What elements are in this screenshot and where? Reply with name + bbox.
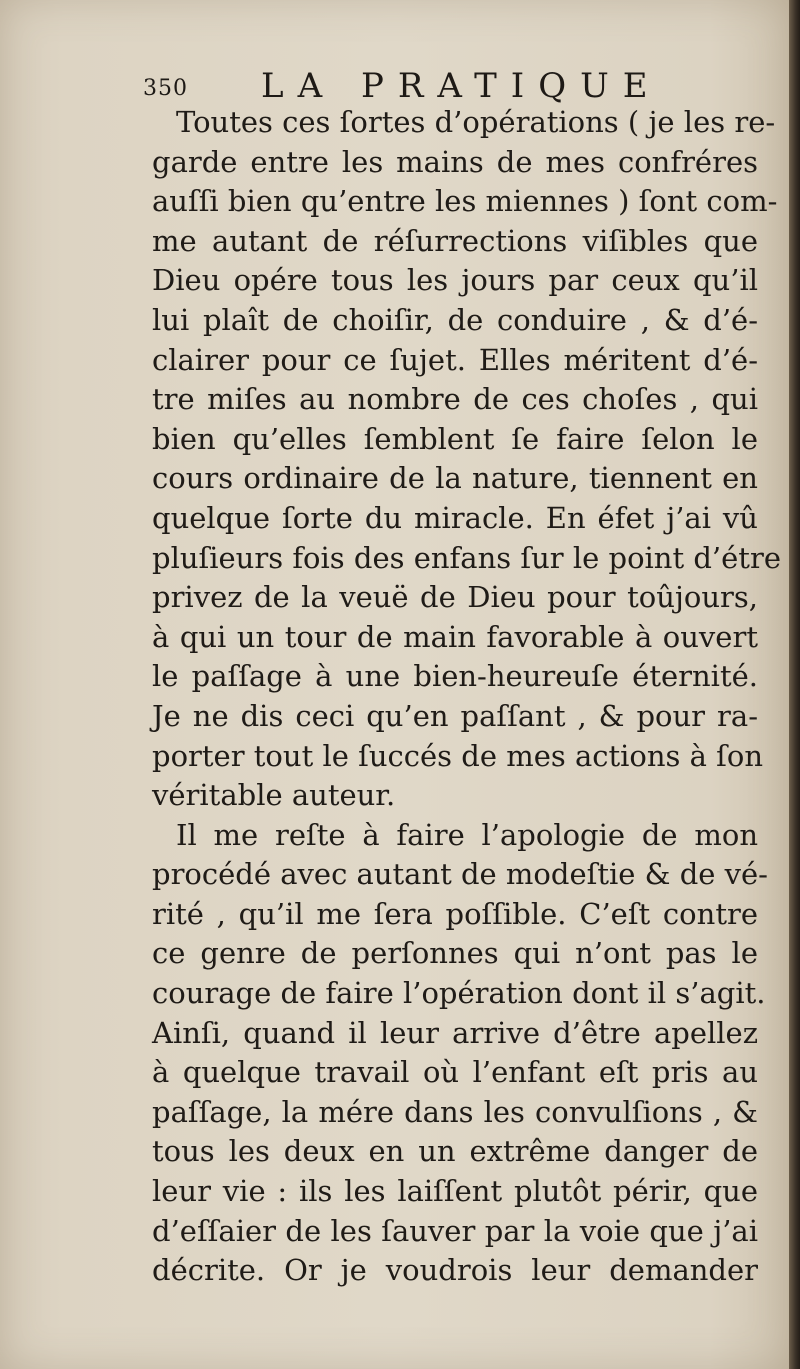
body-text — [152, 103, 781, 1291]
text-line: tous les deux en un extrême danger de — [152, 1134, 758, 1169]
text-line: porter tout le ſuccés de mes actions à ſon — [152, 738, 764, 773]
text-line: rité , qu’il me ſera poſſible. C’eſt contre — [152, 896, 758, 931]
paragraph — [152, 103, 781, 816]
text-line: courage de faire l’opération dont il s’agit. — [152, 976, 766, 1011]
text-line: cours ordinaire de la nature, tiennent en — [152, 461, 758, 496]
text-line: me autant de réſurrections viſibles que — [152, 223, 758, 258]
text-line: Ainſi, quand il leur arrive d’être apellez — [152, 1015, 758, 1050]
text-line: Je ne dis ceci qu’en paſſant , & pour ra- — [152, 698, 758, 733]
text-line: véritable auteur. — [152, 778, 396, 813]
text-line: à quelque travail où l’enfant eſt pris au — [152, 1055, 758, 1090]
text-line: paſſage, la mére dans les convulſions , & — [152, 1094, 758, 1129]
text-line: tre miſes au nombre de ces choſes , qui — [152, 382, 758, 417]
page-edge — [789, 0, 800, 1369]
text-line: décrite. Or je voudrois leur demander — [152, 1253, 758, 1288]
text-line: auſſi bien qu’entre les miennes ) ſont com- — [152, 184, 778, 219]
text-line: d’eſſaier de les ſauver par la voie que j’ai — [152, 1213, 758, 1248]
text-line: pluſieurs fois des enfans ſur le point d’étre — [152, 540, 781, 575]
text-line: procédé avec autant de modeſtie & de vé- — [152, 857, 768, 892]
text-line: le paſſage à une bien-heureuſe éternité. — [152, 659, 758, 694]
running-head: LA PRATIQUE — [261, 66, 662, 106]
text-line: lui plaît de choiſir, de conduire , & d’é- — [152, 302, 758, 337]
text-line: quelque ſorte du miracle. En éfet j’ai vû — [152, 500, 758, 535]
paragraph — [152, 816, 768, 1291]
text-line: Il me reſte à faire l’apologie de mon — [176, 817, 758, 852]
text-line: Toutes ces ſortes d’opérations ( je les re- — [176, 105, 776, 139]
text-line: bien qu’elles ſemblent ſe faire ſelon le — [152, 421, 758, 456]
text-line: ce genre de perſonnes qui n’ont pas le — [152, 936, 758, 971]
text-line: garde entre les mains de mes confréres — [152, 144, 758, 179]
text-line: clairer pour ce ſujet. Elles méritent d’é- — [152, 342, 758, 377]
text-line: leur vie : ils les laiſſent plutôt périr, que — [152, 1174, 758, 1209]
text-line: à qui un tour de main favorable à ouvert — [152, 619, 758, 654]
page-number: 350 — [143, 76, 188, 101]
text-line: Dieu opére tous les jours par ceux qu’il — [152, 263, 758, 298]
text-line: privez de la veuë de Dieu pour toûjours, — [152, 580, 758, 615]
